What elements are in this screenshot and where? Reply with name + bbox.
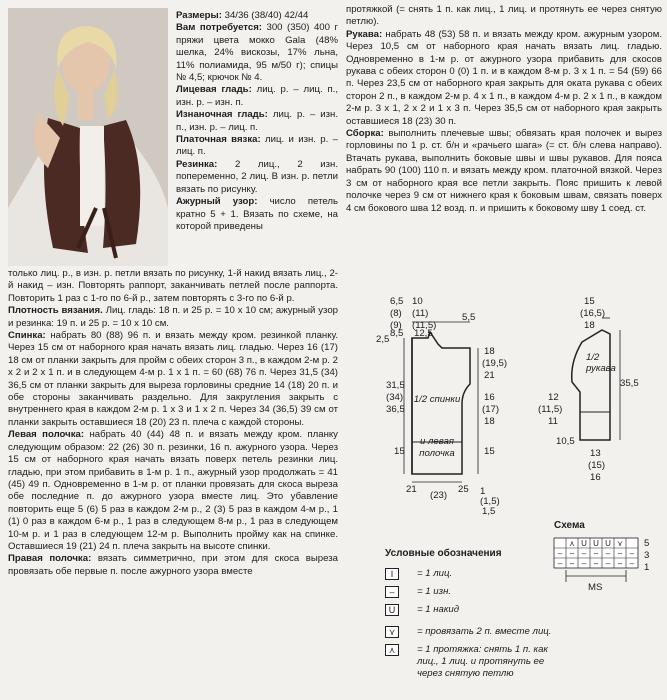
dim-right-3: 21 [484,370,495,381]
instructions-column-top [176,10,338,233]
sizes-label: Размеры: [176,10,222,21]
dim-top-right: 5,5 [462,312,476,323]
dim-bottom-3: 25 [458,484,469,495]
legend-item [385,568,452,580]
legend-text: = 1 лиц. [417,568,453,579]
sleeves-value: набрать 48 (53) 58 п. и вязать между кром. ажурным узором. Через 10,5 см от наборного края начать вязать лиц. гладью. Одновременно в 1-м р. от ажурного узора прибавить для скосов рукава с обеих сторон 0 (0) 1 п. и в каждом 8-м р. 3 х 1 п. = 54 (59) 66 п. Через 23,5 см от наборного края закрыть для оката рукава с обеих сторон 2 п., в каждом 2-м р. 4 х 1 п., в каждом 4-м р. 2 х 1 п., в каждом 2-м р. 3 х 1, 2 х 2 и 1 х 3 п. Через 35,5 см от наборного края закрыть оставшиеся 18 (23) 30 п. [346,28,663,127]
dim-bottom-small-3: 1,5 [482,506,496,517]
materials-label: Вам потребуется: [176,22,262,34]
schema-row-1: 1 [644,562,650,573]
legend-item [385,604,459,616]
instructions-column-bottom [8,268,338,578]
stitch-value: лиц. р. – изн. п., изн. р. – лиц. п. [176,109,339,133]
dim-bottom-small-2: (1,5) [480,496,500,507]
svg-text:U: U [593,539,599,548]
sleeve-bottom-1: 13 [590,448,601,459]
svg-text:–: – [581,549,587,558]
lace-label: Ажурный узор: [176,196,258,208]
sizes-value: 34/36 (38/40) 42/44 [224,10,309,21]
dim-bottom-1: 21 [406,484,417,495]
right-front-label: Правая полочка: [8,553,92,565]
model-illustration [8,8,168,266]
dim-right-mid2: (17) [482,404,500,415]
schema-row-5: 5 [644,538,650,549]
left-front-value: набрать 40 (44) 48 п. и вязать между кром. планку следующим образом: 22 (26) 30 п. резинки, 16 п. ажурного узора. Через 15 см от наборного края начать вязать поверх петель резинки лиц. гладью, при этом прибавить в 1-м р. 1 п., ажурный узор продолжать = 41 (45) 49 п. Одновременно в 1-м р. от планки провязать для скоса выреза обе последние п. до ажурного узора вместе лиц. Это убавление повторить еще 5 (6) 5 раз в каждом 2-м р., 2 (3) 5 раз в каждом 4-м р., 1 (1) 0 раз в каждом 6-м р., 1 раз в следующем 8-м р., 1 раз в следующем 10-м р. и 1 раз в следующем 12-м р. Выполнить пройму как на спинке. Оставшиеся 19 (21) 24 п. плеча закрыть на высоте спинки. [8,429,338,552]
svg-text:U: U [605,539,611,548]
dim-left-2: (34) [386,392,404,403]
dim-right-mid3: 18 [484,416,495,427]
svg-text:–: – [605,549,611,558]
legend-item [385,644,555,680]
dim-bottom-2: (23) [430,490,448,501]
sleeve-height: 35,5 [620,378,639,389]
sleeves-label: Рукава: [346,28,383,40]
label-back: 1/2 спинки [413,394,461,405]
dim-top-7: 8,5 [390,328,404,339]
svg-text:–: – [617,549,623,558]
materials-value: 300 (350) 400 г пряжи цвета мокко Gala (48% шелка, 24% вискозы, 17% льна, 11% полиамида, 95 м/50 г); спицы № 4,5; крючок № 4. [176,22,338,84]
dim-right-bottom: 15 [484,446,495,457]
back-value: набрать 80 (88) 96 п. и вязать между кром. резинкой планку. Через 15 см от наборного края начать вязать лиц. гладью. Через 16 (17) 18 см от планки закрыть для пройм с обеих сторон 3 п., в каждом 2-м р. 2 х 2 и 2 х 1 п. и в следующем 4-м р. 1 х 1 п. = 60 (68) 76 п. Через 31,5 (34) 36,5 см от планки закрыть для выреза горловины средние 14 (18) 20 п. и обе стороны заканчивать раздельно. Для закругления закрыть с внутреннего края в каждом 2-м р. 1 х 3 и 1 х 2 п. Через 34 (36,5) 39 см от планки закрыть оставшиеся 18 (20) 23 п. плеча с каждой стороны. [8,330,339,428]
svg-text:–: – [629,549,635,558]
yarn-over-symbol-icon: U [385,604,399,616]
density-label: Плотность вязания. [8,305,103,317]
instructions-column-right [346,4,662,215]
schema-repeat-label: MS [588,582,603,593]
density-value: Лиц. гладь: 18 п. и 25 р. = 10 х 10 см; ажурный узор и резинка: 19 п. и 25 р. = 10 х 10 см. [8,305,338,329]
k2tog-symbol-icon: ⋎ [385,626,399,638]
dim-right-1: 18 [484,346,495,357]
svg-text:–: – [557,549,563,558]
dim-top-3: (8) [390,308,402,319]
sleeve-side-1: 12 [548,392,559,403]
sleeve-side-3: 11 [548,416,558,427]
svg-text:–: – [569,559,575,568]
stitch-label: Лицевая гладь: [176,84,252,96]
assembly-label: Сборка: [346,128,384,140]
stitch-value: лиц. р. – лиц. п., изн. р. – изн. п. [176,84,338,108]
dim-top-1: 6,5 [390,296,404,307]
sleeve-bottom-3: 16 [590,472,601,483]
stitch-value: лиц. и изн. р. – лиц. п. [176,134,339,158]
back-label: Спинка: [8,330,46,342]
label-and-left: и левая [419,436,455,447]
dim-right-mid: 16 [484,392,495,403]
svg-text:–: – [593,559,599,568]
svg-text:–: – [569,549,575,558]
dim-top-5: (9) [390,320,402,331]
sleeve-cuff: 10,5 [556,436,575,447]
legend-item [385,626,551,638]
dim-top-8: 12,5 [414,328,433,339]
sleeve-top-3: 18 [584,320,595,331]
legend-text: = 1 накид [417,604,460,615]
schema-row-3: 3 [644,550,650,561]
dim-top-6: (11,5) [412,320,437,331]
legend-item [385,586,451,598]
dim-neck-drop: 2,5 [376,334,390,345]
legend-title: Условные обозначения [385,548,502,559]
dim-bottom-small-1: 1 [480,486,486,497]
label-front: полочка [419,448,455,459]
dim-left-1: 31,5 [386,380,405,391]
legend-text: = провязать 2 п. вместе лиц. [417,626,552,637]
sleeve-top-2: (16,5) [580,308,606,319]
right-front-continued: протяжкой (= снять 1 п. как лиц., 1 лиц. и протянуть ее через снятую петлю). [346,4,662,28]
stitch-label: Изнаночная гладь: [176,109,268,121]
stitch-label: Резинка: [176,158,218,170]
legend-text: = 1 протяжка: снять 1 п. как лиц., 1 лиц. и протянуть ее через снятую петлю [417,644,548,679]
lace-value: число петель кратно 5 + 1. Вязать по схеме, на которой приведены [176,196,338,232]
dim-left-bottom: 15 [394,446,405,457]
svg-text:–: – [581,559,587,568]
dim-right-2: (19,5) [482,358,508,369]
right-front-value: вязать симметрично, при этом для скоса выреза провязать обе первые п. после ажурного узора вместе [8,553,338,577]
svg-text:⋎: ⋎ [617,539,623,548]
svg-text:–: – [629,559,635,568]
sleeve-bottom-2: (15) [588,460,606,471]
svg-text:–: – [605,559,611,568]
sleeve-side-2: (11,5) [538,404,563,415]
svg-text:–: – [557,559,563,568]
purl-symbol-icon: – [385,586,399,598]
stitch-value: 2 лиц., 2 изн. попеременно, 2 лиц. В изн. р. петли вязать по рисунку. [176,158,339,195]
lace-continued: только лиц. р., в изн. р. петли вязать по рисунку, 1-й накид вязать лиц., 2-й накид – изн. Повторять раппорт, заканчивать петлей после раппорта. Повторить 1 раз с 1-го по 6-й р., затем повторять с 3-го по 6-й р. [8,268,338,304]
skpo-symbol-icon: ⋏ [385,644,399,656]
svg-text:U: U [581,539,587,548]
left-front-label: Левая полочка: [8,429,85,441]
svg-text:⋏: ⋏ [569,539,575,548]
svg-text:–: – [617,559,623,568]
sleeve-label: 1/2 рукава [586,352,616,374]
stitch-label: Платочная вязка: [176,134,261,146]
dim-top-4: (11) [412,308,429,319]
legend-text: = 1 изн. [417,586,452,597]
sleeve-top-1: 15 [584,296,595,307]
knit-symbol-icon: I [385,568,399,580]
assembly-value: выполнить плечевые швы; обвязать края полочек и вырез горловины по 1 р. ст. б/н и «рачьего шага» (= ст. б/н слева направо). Втачать рукава, выполнить боковые швы и швы рукавов. Для пояса набрать 90 (100) 110 п. и вязать между кром. платочной вязкой. Через 3 см от наборного края все петли закрыть. Пояс пришить к левой полочке через 9 см от нижнего края к боковым швам, связать поверх 4 см бокового шва 12 возд. п. и пришить к боковому шву 1 соед. ст. [346,128,663,214]
model-photo [8,8,168,266]
schema-title: Схема [554,520,585,531]
schema-grid [552,536,656,596]
dim-top-2: 10 [412,296,423,307]
svg-text:–: – [593,549,599,558]
dim-left-3: 36,5 [386,404,405,415]
